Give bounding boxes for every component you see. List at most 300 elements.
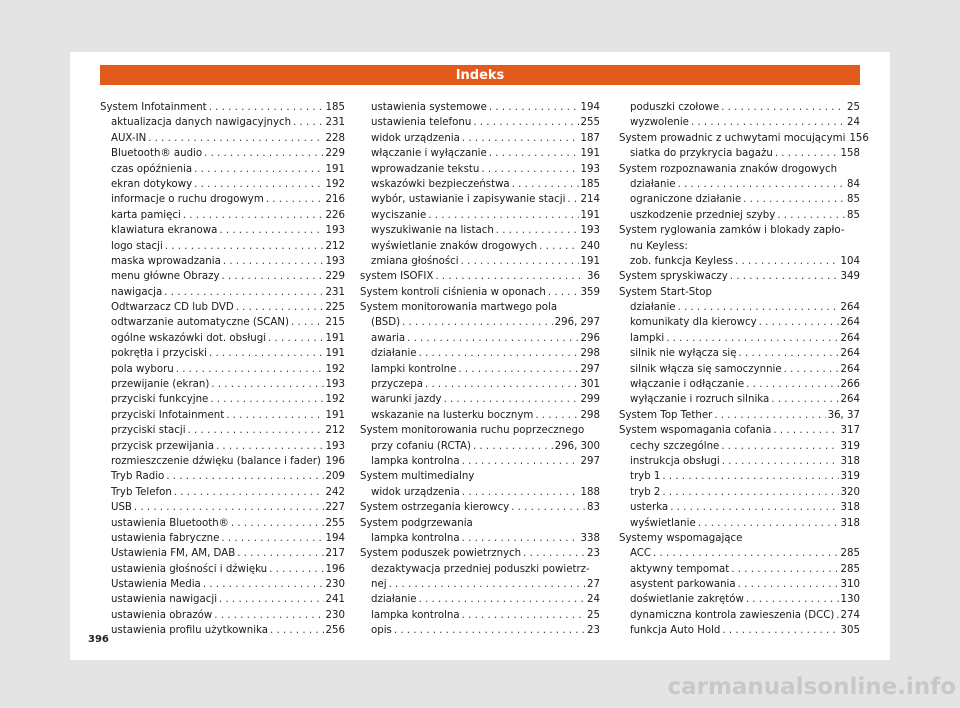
- index-page-ref: 25: [587, 609, 600, 621]
- dot-leader: [165, 239, 324, 254]
- index-term: wybór, ustawianie i zapisywanie stacji: [371, 194, 566, 206]
- index-page-ref: 231: [325, 286, 345, 298]
- index-page-ref: 241: [325, 594, 345, 606]
- dot-leader: [231, 516, 324, 531]
- index-page-ref: 214: [580, 194, 600, 206]
- index-entry: [619, 254, 860, 269]
- dot-leader: [219, 223, 323, 238]
- dot-leader: [407, 331, 578, 346]
- index-page-ref: 317: [840, 425, 860, 437]
- dot-leader: [188, 423, 324, 438]
- index-entry: [619, 346, 860, 361]
- index-term: System multimedialny: [360, 471, 475, 483]
- dot-leader: [775, 146, 839, 161]
- index-entry: [619, 100, 860, 115]
- index-entry: [619, 485, 860, 500]
- index-term: wyświetlanie: [630, 517, 696, 529]
- dot-leader: [670, 500, 838, 515]
- index-page-ref: 264: [840, 317, 860, 329]
- index-term: tryb 1: [630, 471, 661, 483]
- index-entry: [360, 362, 600, 377]
- index-term: System prowadnic z uchwytami mocującymi: [619, 132, 846, 144]
- index-page-ref: 285: [840, 563, 860, 575]
- index-page-ref: 305: [840, 625, 860, 637]
- page-number: 396: [88, 634, 109, 645]
- dot-leader: [722, 454, 839, 469]
- dot-leader: [731, 562, 838, 577]
- index-entry: [360, 146, 600, 161]
- dot-leader: [739, 346, 839, 361]
- index-term: doświetlanie zakrętów: [630, 594, 744, 606]
- index-entry: [100, 146, 345, 161]
- index-term: lampki kontrolne: [371, 363, 457, 375]
- index-page-ref: 156: [849, 132, 869, 144]
- index-page-ref: 194: [325, 532, 345, 544]
- index-page-ref: 24: [587, 594, 600, 606]
- index-page-ref: 23: [587, 625, 600, 637]
- index-term: silnik nie wyłącza się: [630, 348, 737, 360]
- index-page-ref: 298: [580, 348, 600, 360]
- index-page-ref: 191: [325, 332, 345, 344]
- dot-leader: [743, 192, 845, 207]
- index-entry: [619, 377, 860, 392]
- dot-leader: [214, 608, 323, 623]
- dot-leader: [462, 531, 579, 546]
- dot-leader: [653, 546, 839, 561]
- index-term: ustawienia telefonu: [371, 117, 472, 129]
- index-term: wyszukiwanie na listach: [371, 225, 494, 237]
- dot-leader: [435, 269, 585, 284]
- index-term: lampki: [630, 332, 665, 344]
- index-term: ustawienia systemowe: [371, 101, 487, 113]
- index-entry: [619, 115, 860, 130]
- index-page-ref: 187: [580, 132, 600, 144]
- index-page-ref: 191: [580, 209, 600, 221]
- index-entry: [360, 269, 600, 284]
- dot-leader: [771, 392, 838, 407]
- index-entry: [100, 285, 345, 300]
- index-entry: [619, 300, 860, 315]
- index-term: Tryb Radio: [111, 471, 165, 483]
- dot-leader: [523, 546, 585, 561]
- dot-leader: [211, 377, 323, 392]
- index-term: wyświetlanie znaków drogowych: [371, 240, 538, 252]
- index-entry: [619, 423, 860, 438]
- dot-leader: [194, 162, 323, 177]
- index-entry: [100, 516, 345, 531]
- index-page-ref: 85: [847, 194, 860, 206]
- dot-leader: [402, 315, 553, 330]
- index-page-ref: 192: [325, 178, 345, 190]
- index-term: nej: [371, 579, 387, 591]
- index-page-ref: 230: [325, 609, 345, 621]
- index-entry: [360, 531, 600, 546]
- index-entry: [360, 469, 600, 484]
- index-term: aktywny tempomat: [630, 563, 730, 575]
- index-entry: [619, 623, 860, 638]
- index-page-ref: 27: [587, 579, 600, 591]
- index-entry: [360, 439, 600, 454]
- index-page-ref: 296: [580, 332, 600, 344]
- index-header-bar: [100, 65, 860, 85]
- index-term: Ustawienia Media: [111, 579, 201, 591]
- index-entry: [619, 439, 860, 454]
- index-entry: [100, 546, 345, 561]
- dot-leader: [419, 346, 579, 361]
- index-term: poduszki czołowe: [630, 101, 720, 113]
- index-entry: [100, 485, 345, 500]
- index-entry: [619, 608, 860, 623]
- index-page-ref: 36: [587, 271, 600, 283]
- index-entry: [100, 315, 345, 330]
- index-term: uszkodzenie przedniej szyby: [630, 209, 776, 221]
- index-term: System Top Tether: [619, 409, 713, 421]
- index-column-2: [360, 100, 600, 639]
- index-page-ref: 209: [325, 471, 345, 483]
- index-page-ref: 230: [325, 579, 345, 591]
- index-page-ref: 104: [840, 255, 860, 267]
- dot-leader: [291, 315, 324, 330]
- dot-leader: [203, 577, 324, 592]
- index-entry: [619, 392, 860, 407]
- index-entry: [619, 469, 860, 484]
- index-column-3: [619, 100, 869, 639]
- index-term: System ryglowania zamków i blokady zapło-: [619, 225, 845, 237]
- index-entry: [100, 392, 345, 407]
- index-page-ref: 264: [840, 394, 860, 406]
- dot-leader: [425, 377, 579, 392]
- dot-leader: [738, 577, 839, 592]
- index-entry: [360, 577, 600, 592]
- index-entry: [100, 362, 345, 377]
- dot-leader: [226, 408, 323, 423]
- dot-leader: [210, 392, 323, 407]
- index-term: wprowadzanie tekstu: [371, 163, 480, 175]
- index-term: ustawienia głośności i dźwięku: [111, 563, 268, 575]
- index-page-ref: 85: [847, 209, 860, 221]
- dot-leader: [134, 500, 324, 515]
- index-entry: [360, 162, 600, 177]
- index-page-ref: 130: [840, 594, 860, 606]
- index-entry: [619, 577, 860, 592]
- index-page-ref: 191: [580, 255, 600, 267]
- dot-leader: [512, 177, 579, 192]
- index-entry: [619, 192, 860, 207]
- index-entry: [360, 408, 600, 423]
- index-term: pokrętła i przyciski: [111, 348, 207, 360]
- index-term: ACC: [630, 548, 652, 560]
- index-page-ref: 226: [325, 209, 345, 221]
- index-term: wskazówki bezpieczeństwa: [371, 178, 510, 190]
- index-term: przyciski Infotainment: [111, 409, 225, 421]
- index-term: (BSD): [371, 317, 401, 329]
- index-page-ref: 191: [325, 163, 345, 175]
- index-page-ref: 231: [325, 117, 345, 129]
- index-term: asystent parkowania: [630, 579, 736, 591]
- index-term: lampka kontrolna: [371, 609, 460, 621]
- index-page-ref: 296, 300: [554, 440, 600, 452]
- index-page-ref: 320: [840, 486, 860, 498]
- index-entry: [360, 593, 600, 608]
- index-page-ref: 25: [847, 101, 860, 113]
- index-term: System monitorowania martwego pola: [360, 302, 558, 314]
- dot-leader: [535, 408, 578, 423]
- dot-leader: [777, 208, 845, 223]
- index-term: ogólne wskazówki dot. obsługi: [111, 332, 267, 344]
- index-page-ref: 256: [325, 625, 345, 637]
- dot-leader: [461, 254, 579, 269]
- index-page-ref: 255: [325, 517, 345, 529]
- index-entry: [100, 423, 345, 438]
- index-term: Systemy wspomagające: [619, 532, 743, 544]
- index-entry: [100, 408, 345, 423]
- index-term: siatka do przykrycia bagażu: [630, 148, 773, 160]
- index-term: ustawienia Bluetooth®: [111, 517, 229, 529]
- dot-leader: [721, 439, 838, 454]
- dot-leader: [759, 315, 839, 330]
- index-page-ref: 242: [325, 486, 345, 498]
- index-entry: [619, 500, 860, 515]
- index-entry: [100, 162, 345, 177]
- index-entry: [360, 223, 600, 238]
- index-term: usterka: [630, 502, 669, 514]
- index-entry: [360, 562, 600, 577]
- index-page-ref: 212: [325, 240, 345, 252]
- index-entry: [360, 115, 600, 130]
- index-entry: [360, 423, 600, 438]
- index-term: zob. funkcja Keyless: [630, 255, 734, 267]
- index-entry: [619, 146, 860, 161]
- index-page-ref: 227: [325, 502, 345, 514]
- dot-leader: [221, 531, 323, 546]
- dot-leader: [662, 469, 838, 484]
- index-term: przycisk przewijania: [111, 440, 214, 452]
- index-entry: [360, 300, 600, 315]
- index-page-ref: 83: [587, 502, 600, 514]
- dot-leader: [164, 285, 323, 300]
- index-page-ref: 192: [325, 394, 345, 406]
- index-term: działanie: [630, 302, 676, 314]
- index-page-ref: 191: [325, 348, 345, 360]
- index-page-ref: 193: [325, 440, 345, 452]
- dot-leader: [458, 362, 578, 377]
- dot-leader: [269, 562, 323, 577]
- index-term: przyczepa: [371, 379, 423, 391]
- dot-leader: [444, 392, 579, 407]
- index-term: maska wprowadzania: [111, 255, 221, 267]
- index-term: ustawienia obrazów: [111, 609, 213, 621]
- index-term: lampka kontrolna: [371, 532, 460, 544]
- page-title: Indeks: [455, 67, 505, 83]
- index-entry: [360, 100, 600, 115]
- dot-leader: [678, 300, 839, 315]
- index-entry: [619, 593, 860, 608]
- index-term: ustawienia profilu użytkownika: [111, 625, 268, 637]
- index-page-ref: 298: [580, 409, 600, 421]
- dot-leader: [209, 346, 324, 361]
- index-term: System podgrzewania: [360, 517, 473, 529]
- index-page-ref: 191: [580, 148, 600, 160]
- index-term: silnik włącza się samoczynnie: [630, 363, 782, 375]
- index-entry: [100, 269, 345, 284]
- index-entry: [360, 546, 600, 561]
- index-entry: [619, 223, 860, 238]
- index-entry: [360, 500, 600, 515]
- index-page-ref: 255: [580, 117, 600, 129]
- index-term: informacje o ruchu drogowym: [111, 194, 264, 206]
- index-entry: [360, 377, 600, 392]
- index-page-ref: 196: [325, 455, 345, 467]
- index-term: ekran dotykowy: [111, 178, 193, 190]
- index-term: czas opóźnienia: [111, 163, 193, 175]
- index-page-ref: 296, 297: [554, 317, 600, 329]
- index-page-ref: 264: [840, 302, 860, 314]
- index-entry: [100, 346, 345, 361]
- index-page-ref: 36, 37: [827, 409, 860, 421]
- dot-leader: [236, 300, 324, 315]
- dot-leader: [462, 454, 579, 469]
- index-term: przy cofaniu (RCTA): [371, 440, 471, 452]
- index-term: lampka kontrolna: [371, 455, 460, 467]
- index-page-ref: 217: [325, 548, 345, 560]
- index-column-1: [100, 100, 345, 639]
- index-term: działanie: [630, 178, 676, 190]
- index-term: Bluetooth® audio: [111, 148, 203, 160]
- dot-leader: [714, 408, 825, 423]
- index-page-ref: 301: [580, 379, 600, 391]
- index-term: przewijanie (ekran): [111, 379, 210, 391]
- index-entry: [100, 593, 345, 608]
- dot-leader: [489, 146, 579, 161]
- index-page-ref: 225: [325, 302, 345, 314]
- dot-leader: [746, 377, 838, 392]
- index-term: warunki jazdy: [371, 394, 442, 406]
- index-term: widok urządzenia: [371, 132, 460, 144]
- dot-leader: [473, 439, 553, 454]
- index-page-ref: 318: [840, 517, 860, 529]
- index-entry: [100, 100, 345, 115]
- index-entry: [360, 177, 600, 192]
- index-term: karta pamięci: [111, 209, 181, 221]
- index-term: System ostrzegania kierowcy: [360, 502, 510, 514]
- dot-leader: [174, 485, 324, 500]
- index-entry: [100, 623, 345, 638]
- watermark: carmanualsonline.info: [667, 674, 956, 700]
- dot-leader: [462, 485, 579, 500]
- index-term: cechy szczególne: [630, 440, 720, 452]
- dot-leader: [237, 546, 323, 561]
- dot-leader: [222, 269, 324, 284]
- index-page-ref: 216: [325, 194, 345, 206]
- index-term: instrukcja obsługi: [630, 455, 720, 467]
- dot-leader: [462, 131, 579, 146]
- index-entry: [100, 223, 345, 238]
- index-entry: [619, 208, 860, 223]
- index-term: włączanie i odłączanie: [630, 379, 745, 391]
- index-page-ref: 228: [325, 132, 345, 144]
- index-term: nu Keyless:: [630, 240, 688, 252]
- index-term: ustawienia nawigacji: [111, 594, 218, 606]
- index-term: Ustawienia FM, AM, DAB: [111, 548, 236, 560]
- dot-leader: [481, 162, 578, 177]
- index-term: nawigacja: [111, 286, 163, 298]
- index-term: wskazanie na lusterku bocznym: [371, 409, 534, 421]
- dot-leader: [268, 331, 324, 346]
- index-entry: [619, 331, 860, 346]
- dot-leader: [836, 608, 838, 623]
- dot-leader: [204, 146, 323, 161]
- index-term: odtwarzanie automatyczne (SCAN): [111, 317, 289, 329]
- index-entry: [619, 269, 860, 284]
- index-term: ustawienia fabryczne: [111, 532, 220, 544]
- index-entry: [360, 254, 600, 269]
- index-entry: [619, 562, 860, 577]
- index-term: komunikaty dla kierowcy: [630, 317, 757, 329]
- index-page-ref: 297: [580, 455, 600, 467]
- dot-leader: [691, 115, 845, 130]
- index-entry: [619, 546, 860, 561]
- index-entry: [100, 608, 345, 623]
- index-entry: [360, 131, 600, 146]
- dot-leader: [567, 192, 578, 207]
- dot-leader: [511, 500, 585, 515]
- dot-leader: [666, 331, 838, 346]
- index-entry: [100, 469, 345, 484]
- dot-leader: [722, 623, 838, 638]
- dot-leader: [539, 239, 578, 254]
- index-entry: [100, 500, 345, 515]
- index-page-ref: 193: [580, 163, 600, 175]
- index-entry: [100, 254, 345, 269]
- index-entry: [100, 115, 345, 130]
- index-page-ref: 297: [580, 363, 600, 375]
- index-term: System wspomagania cofania: [619, 425, 772, 437]
- index-term: tryb 2: [630, 486, 661, 498]
- index-entry: [619, 162, 860, 177]
- dot-leader: [428, 208, 578, 223]
- index-page-ref: 158: [840, 148, 860, 160]
- dot-leader: [735, 254, 839, 269]
- index-term: wyzwolenie: [630, 117, 689, 129]
- dot-leader: [389, 577, 585, 592]
- index-page-ref: 24: [847, 117, 860, 129]
- dot-leader: [266, 192, 324, 207]
- index-entry: [100, 208, 345, 223]
- index-entry: [360, 192, 600, 207]
- index-page-ref: 84: [847, 178, 860, 190]
- dot-leader: [662, 485, 838, 500]
- index-term: system ISOFIX: [360, 271, 434, 283]
- index-page-ref: 193: [325, 225, 345, 237]
- index-entry: [100, 239, 345, 254]
- dot-leader: [548, 285, 579, 300]
- index-term: widok urządzenia: [371, 486, 460, 498]
- index-entry: [100, 177, 345, 192]
- index-entry: [360, 485, 600, 500]
- index-term: AUX-IN: [111, 132, 147, 144]
- index-entry: [360, 285, 600, 300]
- index-page-ref: 338: [580, 532, 600, 544]
- dot-leader: [773, 423, 838, 438]
- dot-leader: [183, 208, 324, 223]
- index-entry: [100, 131, 345, 146]
- index-term: opis: [371, 625, 392, 637]
- index-term: pola wyboru: [111, 363, 174, 375]
- index-entry: [360, 608, 600, 623]
- dot-leader: [462, 608, 585, 623]
- dot-leader: [166, 469, 323, 484]
- index-page-ref: 264: [840, 348, 860, 360]
